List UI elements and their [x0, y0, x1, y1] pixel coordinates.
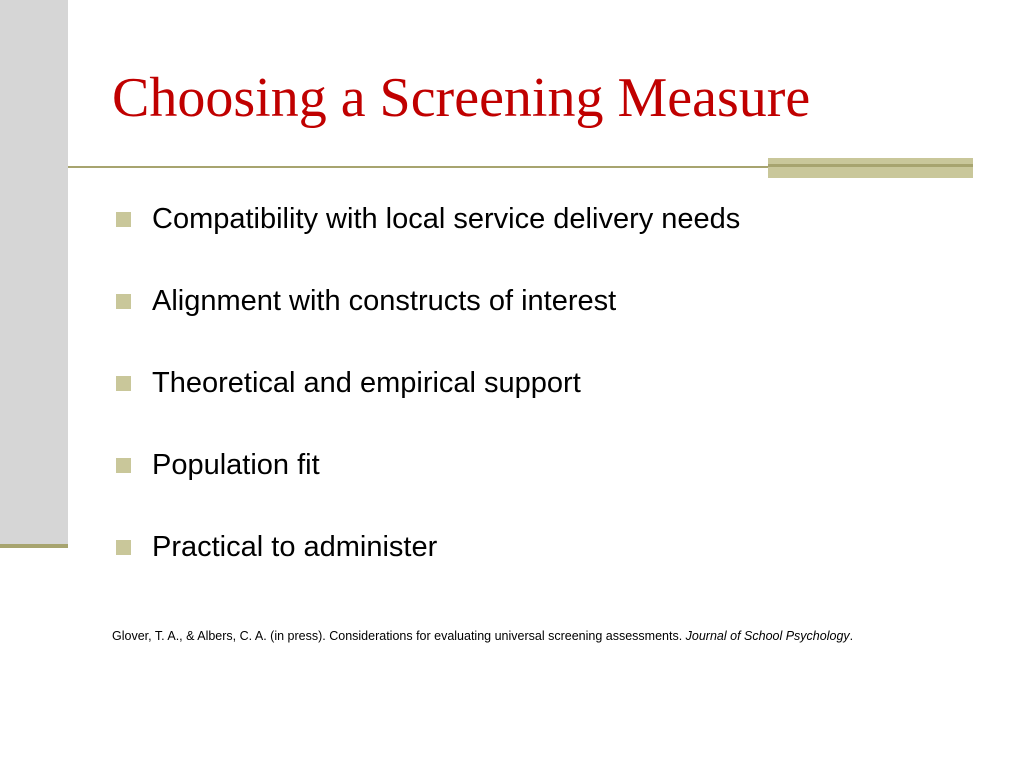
square-bullet-icon: [116, 212, 131, 227]
citation-end: .: [849, 629, 854, 643]
square-bullet-icon: [116, 458, 131, 473]
slide-title: Choosing a Screening Measure: [112, 67, 811, 129]
citation-authors: Glover, T. A., & Albers, C. A. (in press). Considerations for evaluating universal screening assessments.: [112, 629, 686, 643]
bullet-text: Alignment with constructs of interest: [152, 284, 617, 317]
square-bullet-icon: [116, 540, 131, 555]
title-divider-accent: [768, 158, 973, 178]
square-bullet-icon: [116, 376, 131, 391]
left-bar-accent-line: [0, 544, 68, 548]
citation: [112, 629, 942, 644]
bullet-item: [116, 178, 740, 260]
bullet-list: [116, 178, 740, 588]
bullet-text: Practical to administer: [152, 530, 438, 563]
bullet-item: [116, 260, 740, 342]
bullet-text: Compatibility with local service delivery needs: [152, 202, 741, 235]
bullet-text: Theoretical and empirical support: [152, 366, 581, 399]
bullet-item: [116, 424, 740, 506]
bullet-item: [116, 506, 740, 588]
bullet-item: [116, 342, 740, 424]
citation-journal: Journal of School Psychology: [685, 629, 850, 643]
bullet-text: Population fit: [152, 448, 320, 481]
square-bullet-icon: [116, 294, 131, 309]
left-decorative-bar: [0, 0, 68, 544]
title-divider-line: [68, 166, 768, 168]
